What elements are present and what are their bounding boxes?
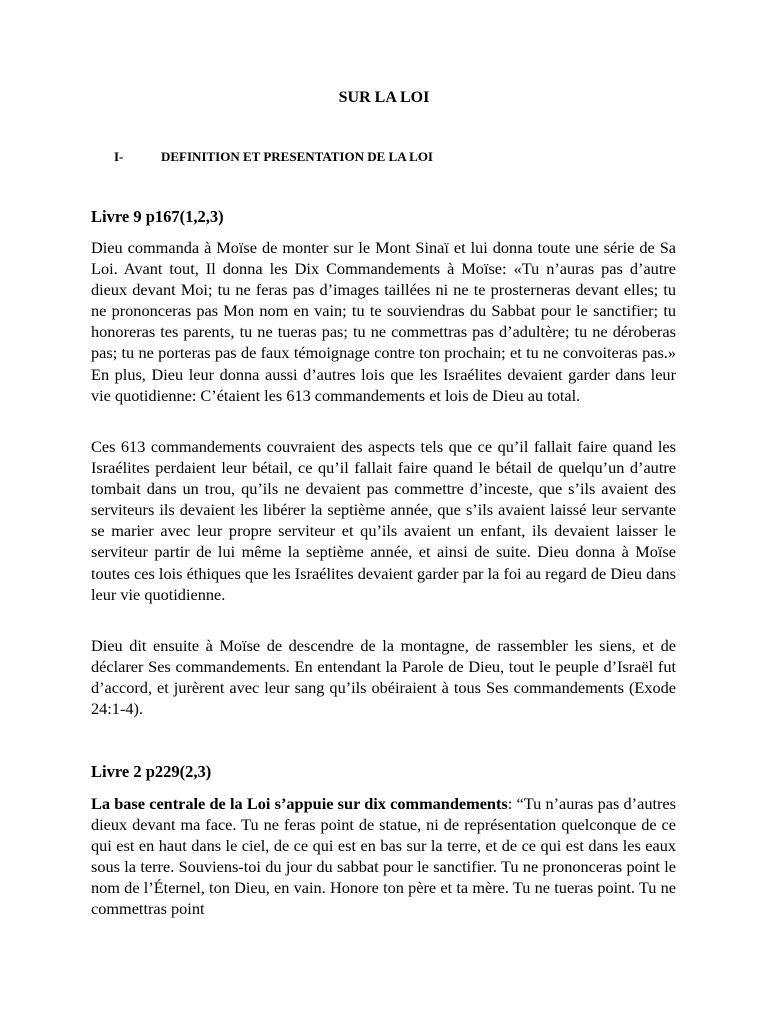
paragraph-4: [91, 793, 676, 920]
book-reference-1: Livre 9 p167(1,2,3): [91, 207, 224, 226]
paragraph-1: Dieu commanda à Moïse de monter sur le Mont Sinaï et lui donna toute une série de Sa Loi. Avant tout, Il donna les Dix Commandements à Moïse: «Tu n’auras pas d’autre dieux devant Moi; tu ne feras pas d’images taillées ni ne te prosterneras devant elles; tu ne prononceras pas Mon nom en vain; tu te souviendras du Sabbat pour le sanctifier; tu honoreras tes parents, tu ne tueras pas; tu ne commettras pas d’adultère; tu ne déroberas pas; tu ne porteras pas de faux témoignage contre ton prochain; et tu ne convoiteras pas.» En plus, Dieu leur donna aussi d’autres lois que les Israélites devaient garder dans leur vie quotidienne: C’étaient les 613 commandements et lois de Dieu au total.: [91, 238, 676, 405]
paragraph-3: Dieu dit ensuite à Moïse de descendre de la montagne, de rassembler les siens, et de déclarer Ses commandements. En entendant la Parole de Dieu, tout le peuple d’Israël fut d’accord, et jurèrent avec leur sang qu’ils obéiraient à tous Ses commandements (Exode 24:1-4).: [91, 636, 676, 719]
paragraph-2: Ces 613 commandements couvraient des aspects tels que ce qu’il fallait faire quand les Israélites perdaient leur bétail, ce qu’il fallait faire quand le bétail de quelqu’un d’autre tombait dans un trou, qu’ils ne devaient pas commettre d’inceste, que s’ils avaient des serviteurs ils devaient les libérer la septième année, que s’ils avaient laissé leur servante se marier avec leur propre serviteur et qu’ils avaient un enfant, ils devaient laisser le serviteur partir de lui même la septième année, et ainsi de suite. Dieu donna à Moïse toutes ces lois éthiques que les Israélites devaient garder par la foi au regard de Dieu dans leur vie quotidienne.: [91, 437, 676, 604]
document-title: SUR LA LOI: [338, 89, 430, 106]
paragraph-4-bold-lead: La base centrale de la Loi s’appuie sur dix commandements: [91, 794, 508, 813]
book-reference-2: Livre 2 p229(2,3): [91, 762, 212, 781]
section-heading: [114, 149, 433, 165]
section-number: I-: [114, 149, 124, 164]
paragraph-4-text: : “Tu n’auras pas d’autres dieux devant ma face. Tu ne feras point de statue, ni de représentation quelconque de ce qui est en haut dans le ciel, de ce qui est en bas sur la terre, et de ce qui est dans les eaux sous la terre. Souviens-toi du jour du sabbat pour le sanctifier. Tu ne prononceras point le nom de l’Éternel, ton Dieu, en vain. Honore ton père et ta mère. Tu ne tueras point. Tu ne commettras point: [91, 794, 676, 919]
section-title: DEFINITION ET PRESENTATION DE LA LOI: [161, 149, 433, 164]
